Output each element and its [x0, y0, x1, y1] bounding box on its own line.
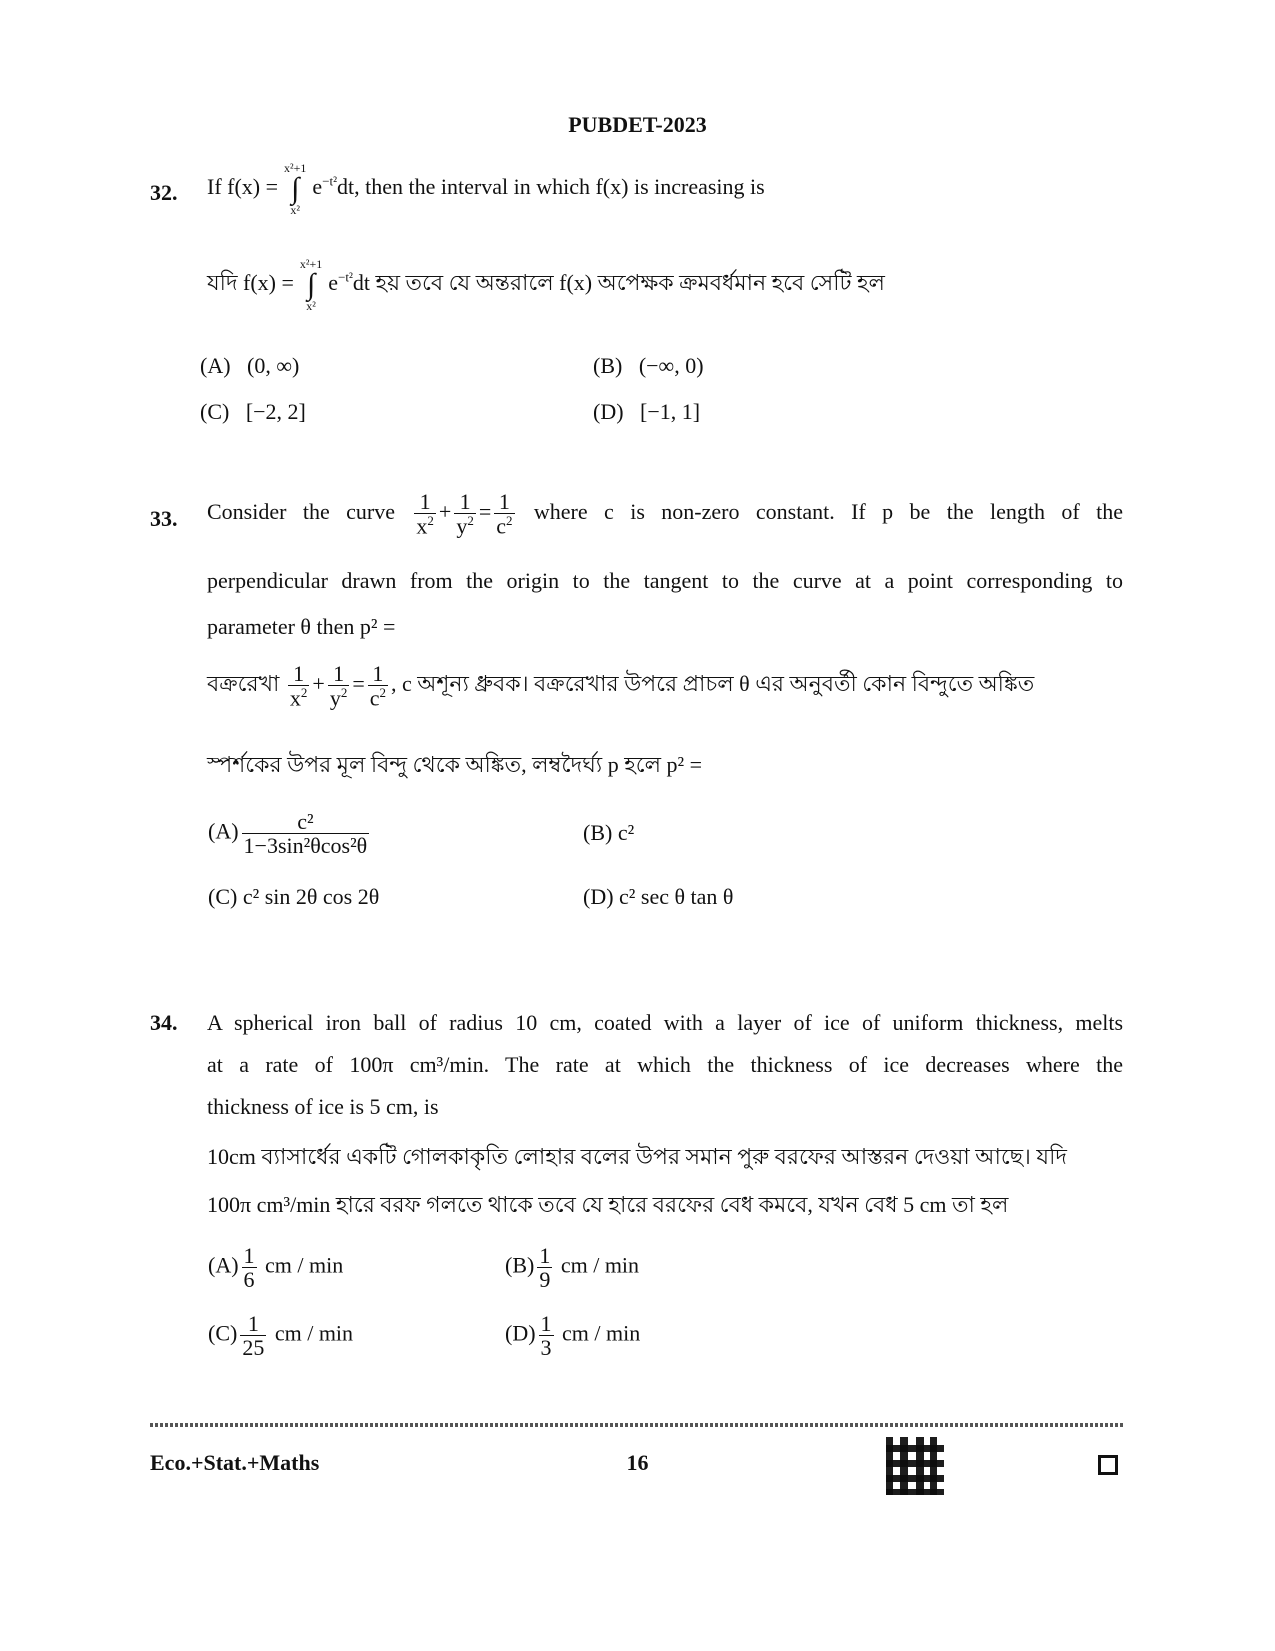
- q33-option-d[interactable]: (D) c² sec θ tan θ: [583, 884, 734, 909]
- q32-english-line: If f(x) = x²+1 ∫ x² $e^{-t^2}dt$, then the interval in which f(x) is increasing is: [207, 161, 765, 217]
- qr-code-icon: [886, 1437, 944, 1495]
- q32-prefix: If f(x) =: [207, 174, 279, 200]
- q32-option-c[interactable]: (C) [−2, 2]: [200, 399, 306, 424]
- q32-option-d[interactable]: (D) [−1, 1]: [593, 399, 701, 424]
- q34-bengali-line-1: 10cm ব্যাসার্ধের একটি গোলকাকৃতি লোহার বলের উপর সমান পুরু বরফের আস্তরন দেওয়া আছে। যদি: [207, 1144, 1067, 1169]
- q34-bengali-line-2: 100π cm³/min হারে বরফ গলতে থাকে তবে যে হারে বরফের বেধ কমবে, যখন বেধ 5 cm তা হল: [207, 1192, 1009, 1217]
- q33-line-2: perpendicular drawn from the origin to the tangent to the curve at a point corresponding to: [207, 568, 1123, 593]
- integral-sign: x²+1 ∫ x²: [284, 161, 307, 217]
- question-number: 33.: [150, 506, 178, 531]
- footer-subject: Eco.+Stat.+Maths: [150, 1450, 320, 1475]
- q34-option-c[interactable]: (C) $\frac{1}{25}$ cm / min: [208, 1311, 354, 1361]
- page-number: 16: [626, 1450, 649, 1475]
- question-number: 34.: [150, 1010, 178, 1035]
- square-marker-icon: [1098, 1455, 1118, 1475]
- q33-bengali-line-1: বক্ররেখা $\frac{1}{x^2}$ + $\frac{1}{y^2}$ = $\frac{1}{c^2}$ , c অশূন্য ধ্রুবক। বক্ররেখার উপরে প্রাচল θ এর অনুবর্তী কোন বিন্দুতে অঙ্কিত: [207, 661, 1035, 711]
- q33-option-a[interactable]: (A) $\frac{\text{c²}}{\text{1−3sin²θcos²θ}}$: [208, 809, 368, 859]
- q32-bengali-line: যদি f(x) = x²+1 ∫ x² $e^{-t^2}dt$ হয় তবে যে অন্তরালে f(x) অপেক্ষক ক্রমবর্ধমান হবে সেটি হল: [207, 257, 885, 313]
- confidential-strip: [150, 1423, 1125, 1427]
- q33-bengali-line-2: স্পর্শকের উপর মূল বিন্দু থেকে অঙ্কিত, লম্বদৈর্ঘ্য p হলে p² =: [207, 752, 702, 777]
- q33-option-c[interactable]: (C) c² sin 2θ cos 2θ: [208, 884, 380, 909]
- question-number: 32.: [150, 180, 178, 205]
- integral-sign: x²+1 ∫ x²: [299, 257, 323, 313]
- q33-line-1: Consider the curve $\frac{1}{x^2}$ + $\frac{1}{y^2}$ = $\frac{1}{c^2}$ where c is non-zero constant. If p be the length of the: [207, 489, 1124, 539]
- q34-option-a[interactable]: (A) $\frac{1}{6}$ cm / min: [208, 1243, 344, 1293]
- q34-option-d[interactable]: (D) $\frac{1}{3}$ cm / min: [505, 1311, 641, 1361]
- q34-line-3: thickness of ice is 5 cm, is: [207, 1094, 439, 1119]
- q34-option-b[interactable]: (B) $\frac{1}{9}$ cm / min: [505, 1243, 640, 1293]
- q34-line-1: A spherical iron ball of radius 10 cm, coated with a layer of ice of uniform thickness, melts: [207, 1010, 1123, 1035]
- page-header: PUBDET-2023: [568, 112, 707, 137]
- q33-option-b[interactable]: (B) c²: [583, 820, 635, 845]
- q32-option-a[interactable]: (A) (0, ∞): [200, 353, 300, 378]
- q33-line-3: parameter θ then p² =: [207, 614, 396, 639]
- q32-suffix: , then the interval in which f(x) is increasing is: [354, 174, 765, 200]
- q32-option-b[interactable]: (B) (−∞, 0): [593, 353, 704, 378]
- q34-line-2: at a rate of 100π cm³/min. The rate at which the thickness of ice decreases where the: [207, 1052, 1123, 1077]
